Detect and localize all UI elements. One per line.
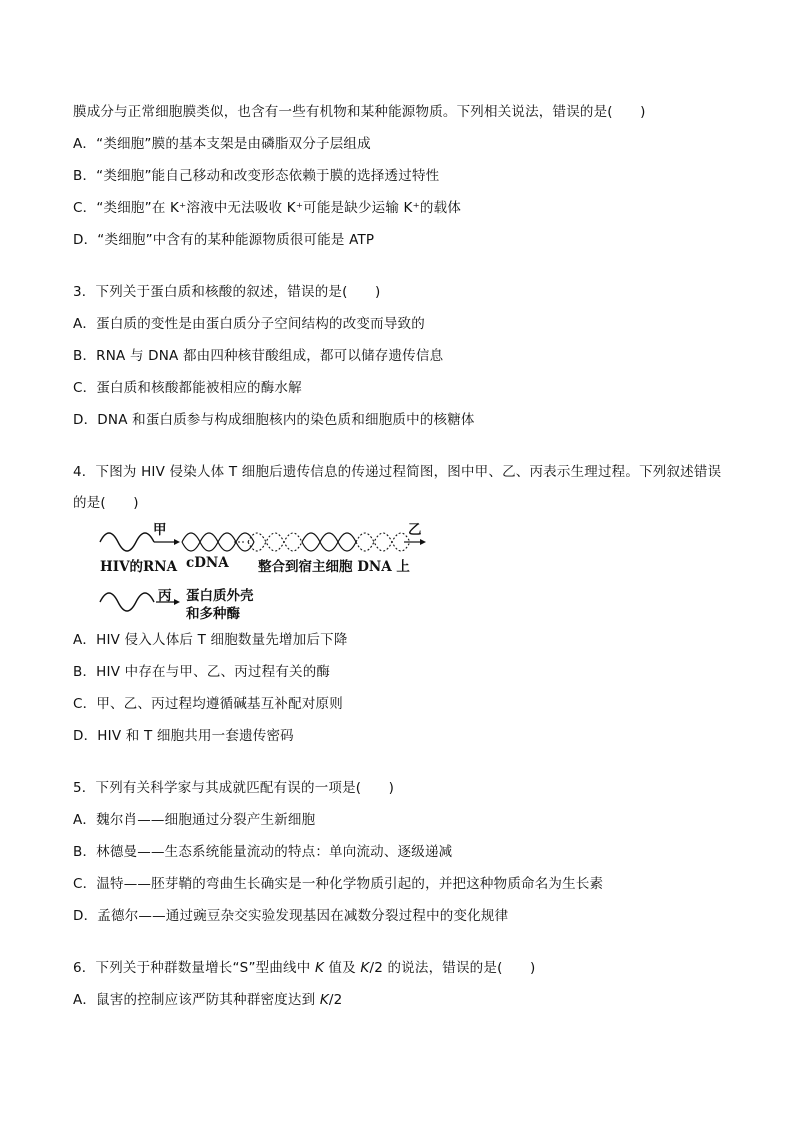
rna-wave-2 (100, 593, 154, 611)
q2-option-b: B．“类细胞”能自己移动和改变形态依赖于膜的选择透过特性 (73, 168, 440, 184)
host-dna-dashed-b (248, 533, 302, 551)
q6-option-a-text: A．鼠害的控制应该严防其种群密度达到 (73, 992, 320, 1008)
arrow-jia-head (174, 539, 180, 545)
label-protein-coat: 蛋白质外壳 (186, 588, 254, 604)
arrow-yi-head (420, 539, 426, 545)
q4-option-b: B．HIV 中存在与甲、乙、丙过程有关的酶 (73, 664, 331, 680)
q5-option-d: D．孟德尔——通过豌豆杂交实验发现基因在减数分裂过程中的变化规律 (73, 908, 509, 924)
q5-option-c: C．温特——胚芽鞘的弯曲生长确实是一种化学物质引起的，并把这种物质命名为生长素 (73, 876, 604, 892)
host-dna-dashed-c (356, 533, 410, 551)
q5-option-a: A．魏尔肖——细胞通过分裂产生新细胞 (73, 812, 316, 828)
q4-option-c: C．甲、乙、丙过程均遵循碱基互补配对原则 (73, 696, 343, 712)
q2-stem: 膜成分与正常细胞膜类似，也含有一些有机物和某种能源物质。下列相关说法，错误的是( ) (73, 104, 646, 120)
q6-stem-text-3: /2 的说法，错误的是( ) (369, 960, 536, 976)
label-jia: 甲 (153, 522, 167, 538)
q5-option-b: B．林德曼——生态系统能量流动的特点：单向流动、逐级递减 (73, 844, 453, 860)
q3-option-d: D．DNA 和蛋白质参与构成细胞核内的染色质和细胞质中的核糖体 (73, 412, 475, 428)
q2-option-c: C．“类细胞”在 K⁺溶液中无法吸收 K⁺可能是缺少运输 K⁺的载体 (73, 200, 462, 216)
q4-option-a: A．HIV 侵入人体后 T 细胞数量先增加后下降 (73, 632, 348, 648)
host-dna-solid-a (302, 533, 356, 551)
q6-stem-text-1: 6．下列关于种群数量增长“S”型曲线中 (73, 960, 315, 976)
q6-stem-text-2: 值及 (324, 960, 361, 976)
label-enzymes: 和多种酶 (186, 606, 240, 622)
q6-stem (73, 959, 535, 977)
q6-option-a-suffix: /2 (328, 992, 343, 1008)
label-bing: 丙 (158, 588, 172, 604)
q4-option-d: D．HIV 和 T 细胞共用一套遗传密码 (73, 728, 294, 744)
q5-stem: 5．下列有关科学家与其成就匹配有误的一项是( ) (73, 780, 395, 796)
host-dna-dashed-a (248, 533, 302, 551)
q6-option-a-k: K (319, 992, 329, 1008)
hiv-transfer-diagram (100, 522, 440, 622)
label-hiv-rna: HIV的RNA (100, 559, 178, 575)
q3-option-a: A．蛋白质的变性是由蛋白质分子空间结构的改变而导致的 (73, 316, 425, 332)
q6-option-a (73, 991, 342, 1009)
q6-k-symbol-2: K (360, 960, 370, 976)
label-host-dna: 整合到宿主细胞 DNA 上 (258, 559, 410, 575)
host-dna-dashed-d (356, 533, 410, 551)
q3-option-b: B．RNA 与 DNA 都由四种核苷酸组成，都可以储存遗传信息 (73, 348, 444, 364)
rna-wave (100, 533, 154, 551)
q4-stem-line2: 的是( ) (73, 495, 139, 511)
label-cdna: cDNA (186, 555, 229, 571)
q4-stem-line1: 4．下图为 HIV 侵染人体 T 细胞后遗传信息的传递过程简图，图中甲、乙、丙表示生理过程。下列叙述错误 (73, 464, 722, 480)
q6-k-symbol: K (314, 960, 324, 976)
arrow-bing-head (174, 599, 180, 605)
host-dna-solid-b (302, 533, 356, 551)
q2-option-d: D．“类细胞”中含有的某种能源物质很可能是 ATP (73, 232, 375, 248)
label-yi: 乙 (408, 522, 422, 538)
q3-option-c: C．蛋白质和核酸都能被相应的酶水解 (73, 380, 302, 396)
q3-stem: 3．下列关于蛋白质和核酸的叙述，错误的是( ) (73, 284, 381, 300)
q2-option-a: A．“类细胞”膜的基本支架是由磷脂双分子层组成 (73, 136, 371, 152)
